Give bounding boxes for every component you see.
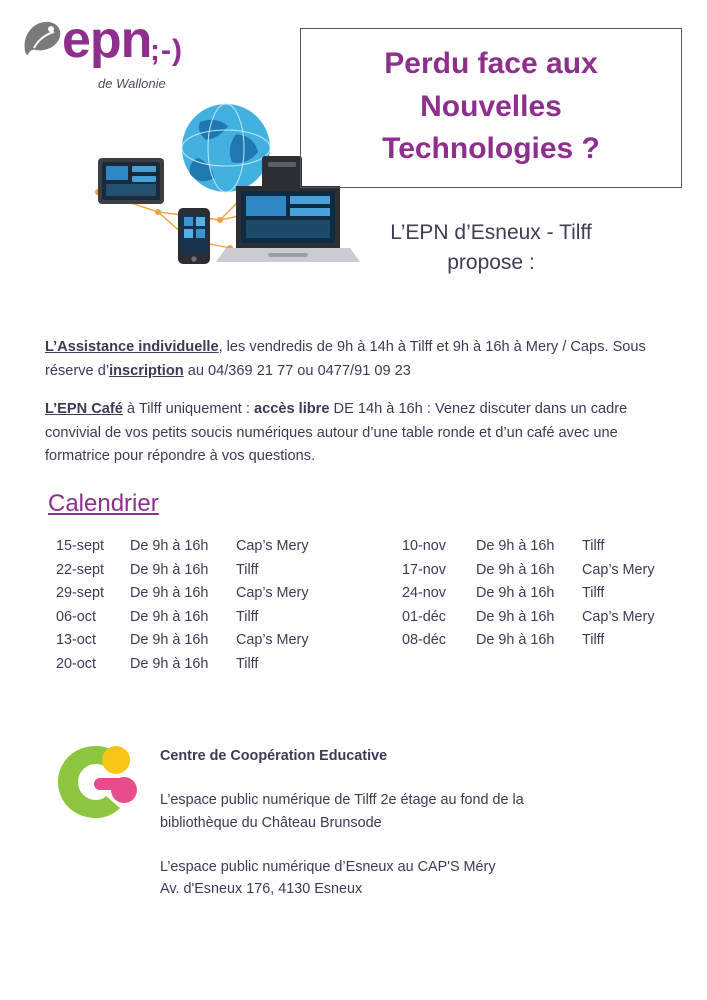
calendar-column-left — [56, 538, 346, 679]
calendar-date: 01-déc — [402, 608, 447, 625]
calendar-row — [56, 656, 346, 680]
subtitle-line-2: propose : — [447, 251, 535, 275]
calendar-place: Cap’s Mery — [236, 538, 309, 554]
poster-header — [0, 0, 707, 300]
calendar-place: Tilff — [582, 538, 605, 554]
footer-title: Centre de Coopération Educative — [160, 748, 388, 764]
calendar-time: De 9h à 16h — [476, 585, 555, 601]
calendar-date: 15-sept — [56, 538, 104, 554]
calendar-row — [56, 562, 346, 586]
footer-esneux-line-1: L’espace public numérique d’Esneux au CAP'S Méry — [160, 858, 496, 875]
calendar-row — [56, 632, 346, 656]
title-box — [300, 28, 682, 188]
calendar-date: 10-nov — [402, 538, 447, 554]
calendar-date: 08-déc — [402, 632, 447, 648]
subtitle — [300, 218, 682, 279]
calendar-date: 06-oct — [56, 608, 96, 625]
calendar-time: De 9h à 16h — [130, 561, 209, 578]
calendar-place: Cap’s Mery — [236, 585, 309, 601]
epn-cafe-text-1: à Tilff uniquement : — [122, 401, 255, 417]
calendar-row — [402, 538, 692, 562]
calendar-row — [402, 562, 692, 586]
calendar-time: De 9h à 16h — [130, 538, 209, 554]
calendar-date: 13-oct — [56, 632, 96, 648]
calendar-time: De 9h à 16h — [130, 608, 209, 625]
calendar-place: Cap’s Mery — [236, 632, 309, 648]
calendar-place: Tilff — [236, 608, 259, 625]
calendar-row — [402, 609, 692, 633]
calendar-time: De 9h à 16h — [476, 561, 555, 578]
title-line-3: Technologies ? — [382, 132, 600, 166]
epn-logo-subtitle: de Wallonie — [98, 76, 166, 91]
assistance-text-1: , les vendredis de 9h à 14h à Tilff et 9h à 16h à Mery / Caps. Sous réserve d’ — [45, 339, 646, 379]
calendar-time: De 9h à 16h — [130, 585, 209, 601]
footer-esneux-line-2: Av. d'Esneux 176, 4130 Esneux — [160, 881, 363, 898]
calendar-row — [56, 585, 346, 609]
title-line-2: Nouvelles — [420, 89, 562, 123]
calendar-row — [56, 538, 346, 562]
calendar-place: Tilff — [236, 655, 259, 672]
calendar-place: Tilff — [582, 585, 605, 601]
epn-cafe-paragraph — [45, 398, 685, 469]
epn-leaf-mark-icon — [20, 20, 64, 60]
calendar-time: De 9h à 16h — [476, 632, 555, 648]
footer-tilff-line-1: L’espace public numérique de Tilff 2e étage au fond de la — [160, 792, 524, 809]
calendar-column-right — [402, 538, 692, 656]
calendar-time: De 9h à 16h — [130, 632, 209, 648]
calendar-place: Cap’s Mery — [582, 608, 655, 625]
footer-info — [160, 745, 680, 923]
calendar-place: Cap’s Mery — [582, 561, 655, 578]
calendar-date: 17-nov — [402, 561, 447, 578]
calendar-row — [402, 585, 692, 609]
subtitle-line-1: L’EPN d’Esneux - Tilff — [390, 221, 592, 244]
calendar-date: 29-sept — [56, 585, 104, 601]
calendar-time: De 9h à 16h — [130, 655, 209, 672]
footer-tilff-block — [160, 789, 680, 834]
calendar-heading: Calendrier — [48, 490, 159, 517]
epn-cafe-text-2: DE 14h à 16h : Venez discuter dans un cadre convivial de vos petits soucis numériques autour d’une table ronde et d’un café avec une formatrice pour répondre à vos questions. — [45, 401, 628, 465]
epn-cafe-acces-libre: accès libre — [254, 401, 330, 417]
calendar-place: Tilff — [236, 561, 259, 578]
calendar-time: De 9h à 16h — [476, 608, 555, 625]
calendar-date: 22-sept — [56, 561, 104, 578]
calendar-row — [56, 609, 346, 633]
calendar-place: Tilff — [582, 632, 605, 648]
calendar-row — [402, 632, 692, 656]
assistance-lead: L’Assistance individuelle — [45, 339, 219, 355]
footer-esneux-block — [160, 856, 680, 901]
calendar-date: 24-nov — [402, 585, 447, 601]
epn-logo — [18, 11, 208, 98]
cce-logo-icon — [50, 740, 142, 822]
calendar-date: 20-oct — [56, 655, 96, 672]
assistance-text-2: au 04/369 21 77 ou 0477/91 09 23 — [183, 362, 411, 379]
title-line-1: Perdu face aux — [384, 47, 598, 80]
inscription-link[interactable]: inscription — [109, 362, 184, 379]
epn-cafe-lead: L’EPN Café — [45, 401, 123, 417]
epn-logo-smiley: ;-) — [150, 34, 183, 67]
assistance-paragraph — [45, 336, 685, 383]
calendar-time: De 9h à 16h — [476, 538, 555, 554]
footer-tilff-line-2: bibliothèque du Château Brunsode — [160, 814, 382, 831]
epn-logo-text: epn — [62, 11, 152, 69]
